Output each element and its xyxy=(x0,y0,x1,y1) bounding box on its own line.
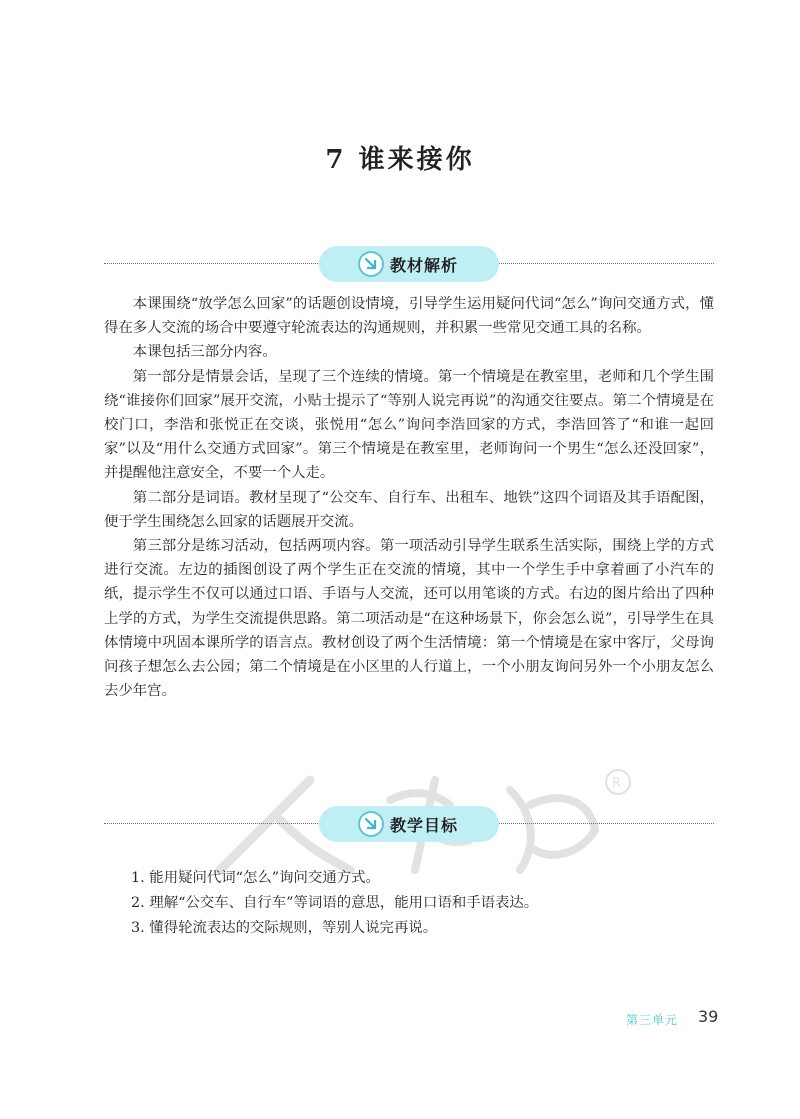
paragraph: 第二部分是词语。教材呈现了“公交车、自行车、出租车、地铁”这四个词语及其手语配图，便于学生围绕怎么回家的话题展开交流。 xyxy=(104,489,714,530)
section-label: 教材解析 xyxy=(389,255,458,275)
section-pill xyxy=(319,806,499,842)
goal-item: 2. 理解“公交车、自行车”等词语的意思，能用口语和手语表达。 xyxy=(131,895,539,911)
section-header-goals xyxy=(104,804,714,844)
paragraph: 本课围绕“放学怎么回家”的话题创设情境，引导学生运用疑问代词“怎么”询问交通方式，懂得在多人交流的场合中要遵守轮流表达的沟通规则，并积累一些常见交通工具的名称。 xyxy=(104,296,714,337)
footer-unit-label: 第三单元 xyxy=(626,1013,679,1027)
goal-list xyxy=(131,866,711,941)
goal-item: 3. 懂得轮流表达的交际规则，等别人说完再说。 xyxy=(131,920,438,936)
section-header-analysis xyxy=(104,244,714,284)
svg-text:R: R xyxy=(612,776,622,791)
arrow-down-right-icon xyxy=(360,813,382,835)
paragraph: 第三部分是练习活动，包括两项内容。第一项活动引导学生联系生活实际，围绕上学的方式进行交流。左边的插图创设了两个学生正在交流的情境，其中一个学生手中拿着画了小汽车的纸，提示学生不仅可以通过口语、手语与人交流，还可以用笔谈的方式。右边的图片给出了四种上学的方式，为学生交流提供思路。第二项活动是“在这种场景下，你会怎么说”，引导学生在具体情境中巩固本课所学的语言点。教材创设了两个生活情境：第一个情境是在家中客厅，父母询问孩子想怎么去公园；第二个情境是在小区里的人行道上，一个小朋友询问另外一个小朋友怎么去少年宫。 xyxy=(104,538,714,700)
page-number: 39 xyxy=(698,1007,719,1026)
section-label: 教学目标 xyxy=(389,815,458,835)
analysis-body xyxy=(104,292,714,703)
page-title: 7 谁来接你 xyxy=(325,145,475,175)
arrow-down-right-icon xyxy=(360,253,382,275)
goal-item: 1. 能用疑问代词“怎么”询问交通方式。 xyxy=(131,870,380,886)
paragraph: 第一部分是情景会话，呈现了三个连续的情境。第一个情境是在教室里，老师和几个学生围绕“谁接你们回家”展开交流，小贴士提示了“等别人说完再说”的沟通交往要点。第二个情境是在校门口，李浩和张悦正在交谈，张悦用“怎么”询问李浩回家的方式，李浩回答了“和谁一起回家”以及“用什么交通方式回家”。第三个情境是在教室里，老师询问一个男生“怎么还没回家”，并提醒他注意安全，不要一个人走。 xyxy=(104,368,714,482)
section-pill xyxy=(319,246,499,282)
paragraph: 本课包括三部分内容。 xyxy=(132,344,277,361)
